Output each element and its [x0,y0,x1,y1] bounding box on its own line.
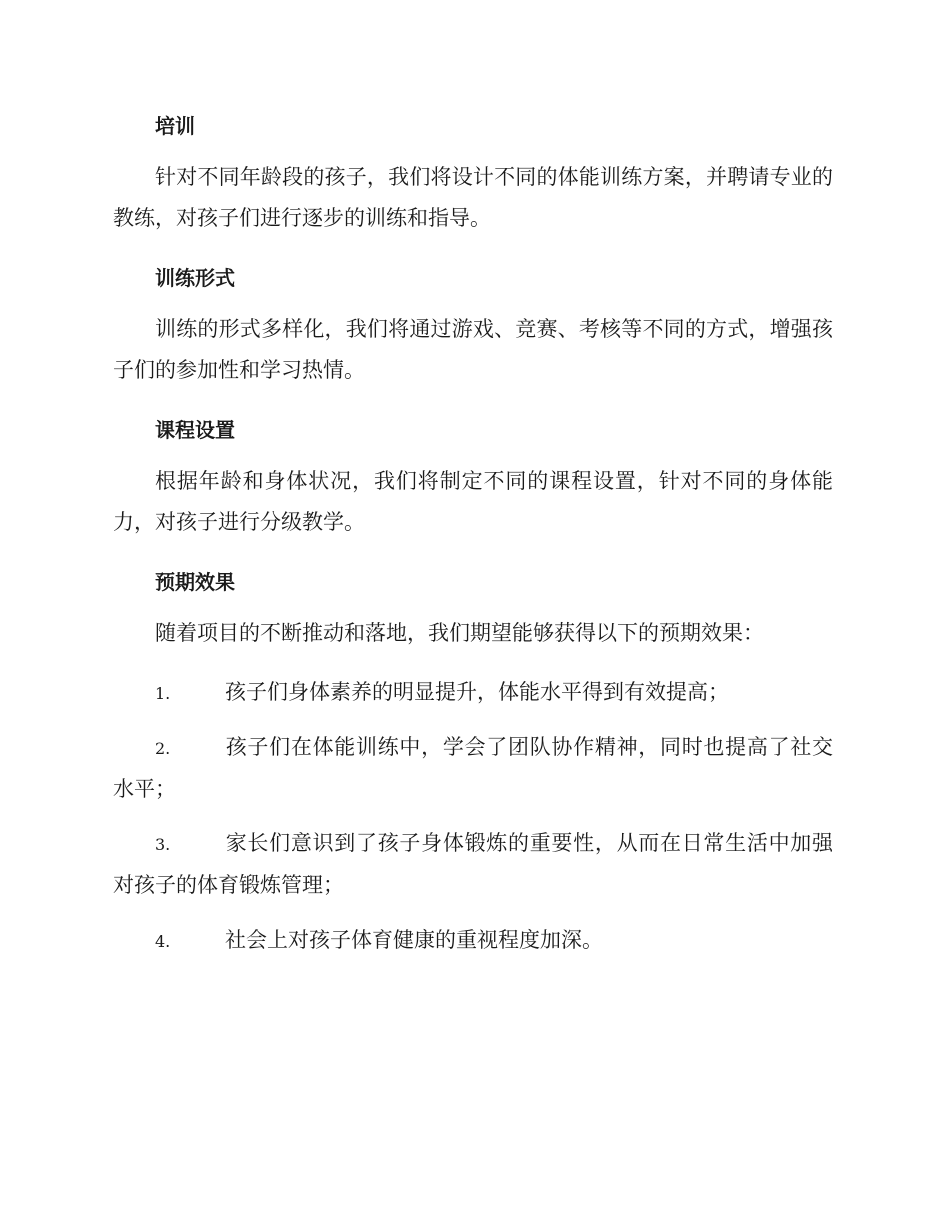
section-body: 根据年龄和身体状况，我们将制定不同的课程设置，针对不同的身体能力，对孩子进行分级教学。 [113,469,833,534]
list-text: 孩子们在体能训练中，学会了团队协作精神，同时也提高了社交水平； [113,735,833,801]
section-course-setup [113,410,833,543]
list-number: 1. [155,684,171,703]
section-training [113,106,833,239]
list-text: 家长们意识到了孩子身体锻炼的重要性，从而在日常生活中加强对孩子的体育锻炼管理； [113,831,833,897]
section-body: 训练的形式多样化，我们将通过游戏、竞赛、考核等不同的方式，增强孩子们的参加性和学习热情。 [113,317,833,382]
list-number: 4. [155,932,171,951]
list-text: 社会上对孩子体育健康的重视程度加深。 [225,928,603,952]
list-text: 孩子们身体素养的明显提升，体能水平得到有效提高； [225,680,729,704]
list-number: 2. [155,739,171,758]
section-heading: 课程设置 [155,418,235,442]
section-heading: 培训 [155,114,195,138]
list-item [113,920,833,962]
list-item [113,672,833,714]
list-number: 3. [155,835,171,854]
section-body: 针对不同年龄段的孩子，我们将设计不同的体能训练方案，并聘请专业的教练，对孩子们进行逐步的训练和指导。 [113,165,833,230]
section-body: 随着项目的不断推动和落地，我们期望能够获得以下的预期效果： [155,621,764,645]
section-heading: 预期效果 [155,570,235,594]
section-heading: 训练形式 [155,266,235,290]
section-expected-results [113,562,833,654]
list-item [113,823,833,906]
section-training-format [113,258,833,391]
list-item [113,727,833,810]
